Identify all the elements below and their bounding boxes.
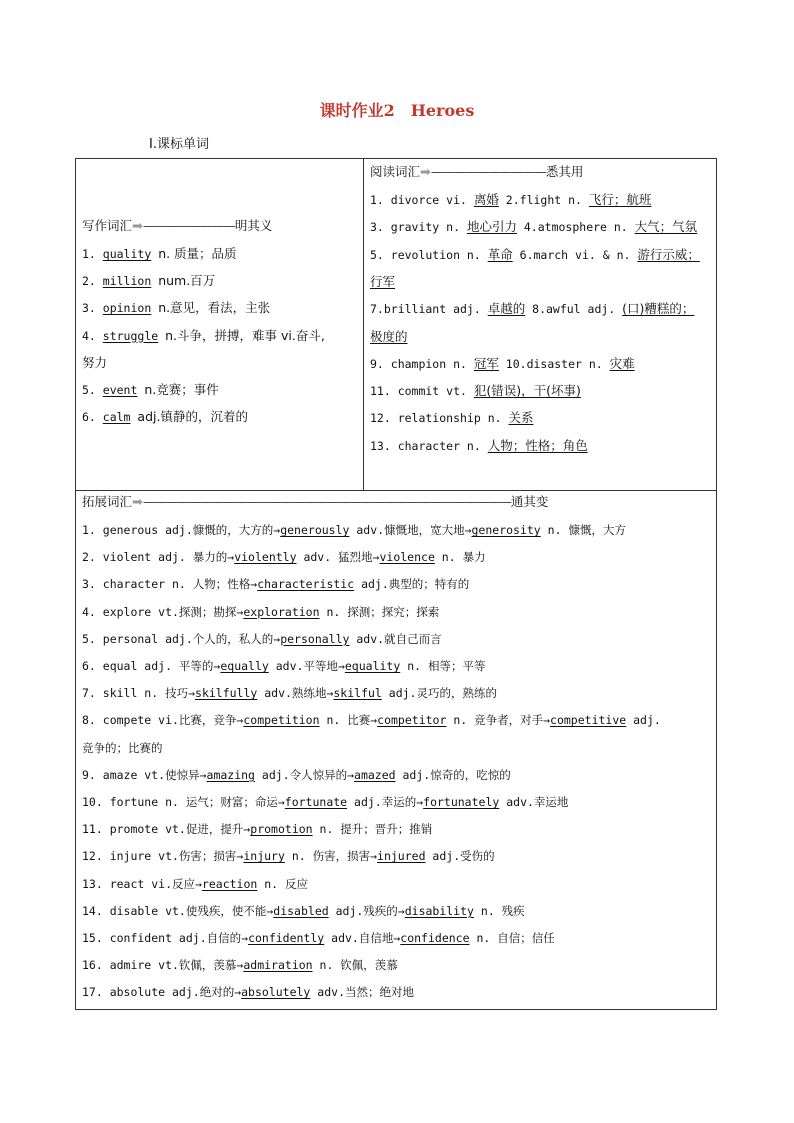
- expand-item: 17. absolute adj.绝对的→absolutely adv.当然；绝对地: [82, 985, 414, 1000]
- reading-item: 12. relationship n. 关系: [370, 410, 534, 426]
- reading-header: [370, 163, 583, 182]
- expand-item: 7. skill n. 技巧→skilfully adv.熟练地→skilful adj.灵巧的，熟练的: [82, 686, 497, 701]
- writing-item: 6. calm adj.镇静的，沉着的: [82, 409, 248, 425]
- reading-item: 11. commit vt. 犯(错误)，干(坏事): [370, 383, 581, 399]
- dash-line: ————————————————————————————————: [142, 494, 511, 509]
- expand-item: 13. react vi.反应→reaction n. 反应: [82, 876, 309, 891]
- expand-item: 5. personal adj.个人的，私人的→personally adv.就自己而言: [82, 631, 442, 646]
- reading-item: 5. revolution n. 革命 6.march vi. & n. 游行示威；: [370, 246, 700, 262]
- expand-item: 11. promote vt.促进，提升→promotion n. 提升；晋升；推销: [82, 822, 433, 837]
- expand-label: 拓展词汇: [82, 494, 133, 509]
- writing-item: 4. struggle n.斗争，拼搏，难事 vi.奋斗,: [82, 327, 325, 343]
- expand-item: 4. explore vt.探测；勘探→exploration n. 探测；探究；探索: [82, 604, 440, 619]
- expand-item: 8. compete vi.比赛，竞争→competition n. 比赛→competitor n. 竞争者，对手→competitive adj.: [82, 713, 661, 728]
- writing-item: 5. event n.竞赛；事件: [82, 382, 219, 397]
- expand-item: 6. equal adj. 平等的→equally adv.平等地→equality n. 相等；平等: [82, 659, 486, 673]
- answer-word: quality: [102, 247, 152, 261]
- page-title: 课时作业2 Heroes: [319, 101, 475, 120]
- dash-line: ————————: [142, 218, 235, 233]
- reading-item: 13. character n. 人物；性格；角色: [370, 437, 588, 453]
- reading-item: 1. divorce vi. 离婚 2.flight n. 飞行；航班: [370, 192, 652, 207]
- reading-item: 7.brilliant adj. 卓越的 8.awful adj. (口)糟糕的；: [370, 301, 695, 317]
- vocabulary-table: [75, 158, 717, 1010]
- arrow-icon: ➡: [420, 165, 431, 180]
- expand-item: 15. confident adj.自信的→confidently adv.自信地→confidence n. 自信；信任: [82, 931, 555, 945]
- expand-item: 2. violent adj. 暴力的→violently adv. 猛烈地→violence n. 暴力: [82, 550, 486, 565]
- expand-item: 14. disable vt.使残疾，使不能→disabled adj.残疾的→disability n. 残疾: [82, 903, 525, 918]
- section-heading: Ⅰ.课标单词: [149, 137, 209, 152]
- writing-item: 3. opinion n.意见，看法，主张: [82, 300, 271, 316]
- reading-item: 极度的: [370, 328, 408, 344]
- expand-item: 1. generous adj.慷慨的，大方的→generously adv.慷慨地，宽大地→generosity n. 慷慨，大方: [82, 523, 626, 537]
- reading-suffix: 悉其用: [545, 164, 584, 179]
- reading-item: 行军: [370, 273, 396, 289]
- expand-header: [82, 493, 548, 512]
- writing-item: 努力: [82, 354, 108, 370]
- writing-label: 写作词汇: [82, 218, 133, 233]
- writing-item: 2. million num.百万: [82, 273, 216, 289]
- arrow-icon: ➡: [132, 495, 143, 510]
- expand-item: 12. injure vt.伤害；损害→injury n. 伤害，损害→injured adj.受伤的: [82, 849, 495, 864]
- answer-word: million: [102, 274, 152, 289]
- reading-label: 阅读词汇: [370, 164, 421, 179]
- expand-item: 16. admire vt.钦佩，羡慕→admiration n. 钦佩，羡慕: [82, 958, 398, 973]
- reading-vocab-cell: [364, 159, 716, 490]
- expand-item: 3. character n. 人物；性格→characteristic adj.典型的；特有的: [82, 577, 470, 592]
- answer-word: struggle: [102, 328, 159, 343]
- reading-item: 9. champion n. 冠军 10.disaster n. 灾难: [370, 355, 635, 371]
- arrow-icon: ➡: [132, 219, 143, 234]
- answer-word: calm: [102, 410, 131, 425]
- writing-vocab-cell: [76, 159, 364, 490]
- dash-line: ——————————: [430, 164, 546, 179]
- writing-header: [82, 217, 272, 236]
- reading-item: 3. gravity n. 地心引力 4.atmosphere n. 大气；气氛: [370, 219, 698, 235]
- table-divider: [76, 490, 716, 491]
- writing-item: 1. quality n. 质量；品质: [82, 246, 237, 261]
- expand-item: 10. fortune n. 运气；财富；命运→fortunate adj.幸运的→fortunately adv.幸运地: [82, 795, 569, 809]
- answer-word: event: [102, 383, 138, 397]
- writing-suffix: 明其义: [234, 218, 273, 233]
- expand-item: 9. amaze vt.使惊异→amazing adj.令人惊异的→amazed adj.惊奇的，吃惊的: [82, 767, 511, 782]
- expand-item: 竞争的；比赛的: [82, 740, 163, 755]
- expand-suffix: 通其变: [510, 494, 549, 509]
- answer-word: opinion: [102, 301, 152, 316]
